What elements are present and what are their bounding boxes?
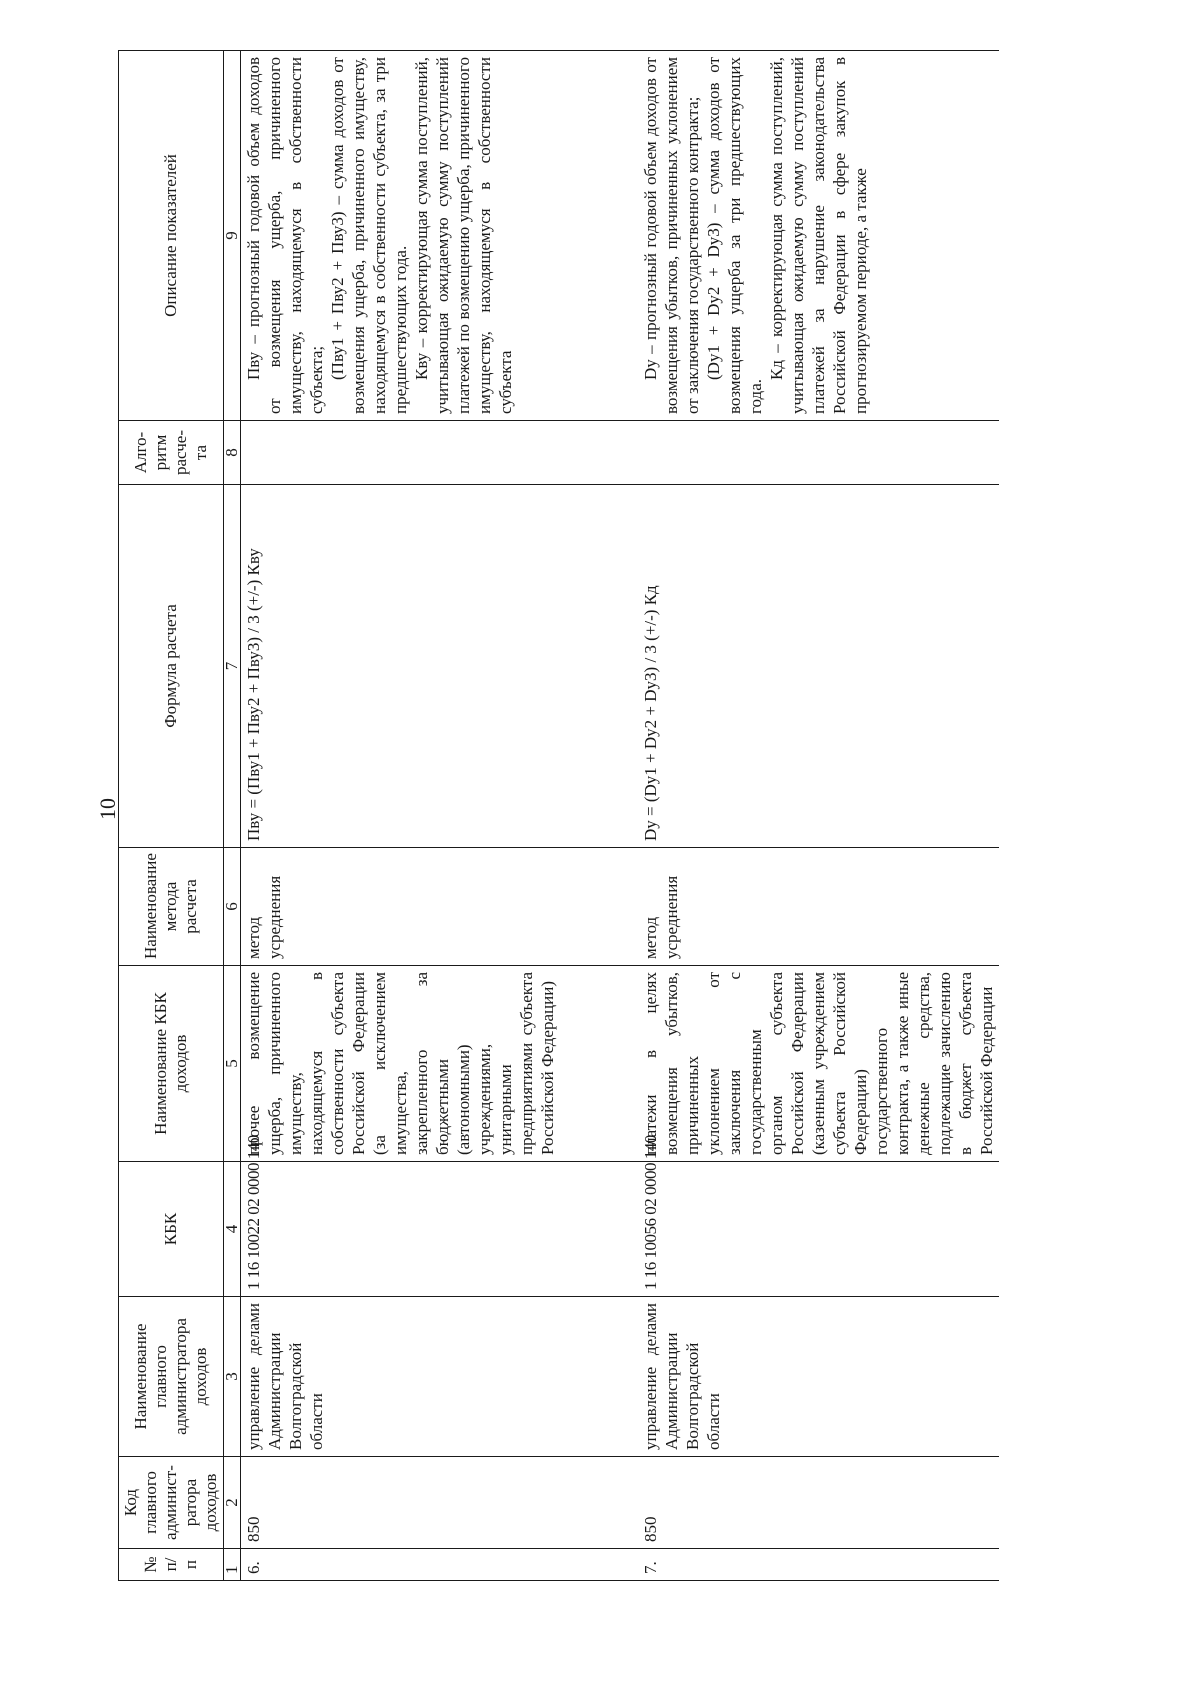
algorithm-cell bbox=[241, 421, 561, 485]
column-number: 6 bbox=[224, 848, 241, 966]
header-kbk-name: Наименование КБК доходов bbox=[119, 966, 224, 1162]
column-number: 8 bbox=[224, 421, 241, 485]
description-line: Пву – прогнозный годовой объем доходов от возмещения ущерба, причиненного имуществу, находящемуся в собственности субъекта; bbox=[244, 57, 326, 414]
method-cell: метод усреднения bbox=[241, 848, 561, 966]
admin-code-cell: 850 bbox=[241, 1457, 561, 1549]
admin-name-cell: управление делами Администрации Волгоградской области bbox=[560, 1297, 999, 1457]
table-row bbox=[241, 51, 561, 1581]
admin-name-cell: управление делами Администрации Волгоградской области bbox=[241, 1297, 561, 1457]
header-description: Описание показателей bbox=[119, 51, 224, 421]
description-line: (Пву1 + Пву2 + Пву3) – сумма доходов от возмещения ущерба, причиненного имуществу, находящемуся в собственности субъекта, за три предшествующих года. bbox=[328, 57, 410, 414]
header-formula: Формула расчета bbox=[119, 485, 224, 848]
header-admin-code: Код главного админист-ратора доходов bbox=[119, 1457, 224, 1549]
kbk-cell: 1 16 10022 02 0000 140 bbox=[241, 1162, 561, 1297]
table-row bbox=[560, 51, 999, 1581]
description-line: Кд – корректирующая сумма поступлений, учитывающая ожидаемую сумму поступлений платежей за нарушение законодательства Российской Федерации в сфере закупок в прогнозируемом периоде, а также bbox=[767, 57, 870, 414]
page-number: 10 bbox=[95, 798, 120, 820]
header-admin-name: Наименование главного администратора доходов bbox=[119, 1297, 224, 1457]
formula-cell: Dy = (Dy1 + Dy2 + Dy3) / 3 (+/-) Кд bbox=[560, 485, 999, 848]
description-cell bbox=[560, 51, 999, 421]
description-line: Dy – прогнозный годовой объем доходов от возмещения убытков, причиненных уклонением от заключения государственного контракта; bbox=[641, 57, 702, 414]
rotated-table-area bbox=[118, 51, 1118, 1581]
kbk-cell: 1 16 10056 02 0000 140 bbox=[560, 1162, 999, 1297]
formula-cell: Пву = (Пву1 + Пву2 + Пву3) / 3 (+/-) Кву bbox=[241, 485, 561, 848]
header-no: № п/п bbox=[119, 1549, 224, 1581]
header-algorithm: Алго-ритм расче-та bbox=[119, 421, 224, 485]
column-number: 4 bbox=[224, 1162, 241, 1297]
header-row bbox=[119, 51, 224, 1581]
revenue-forecast-table bbox=[118, 50, 999, 1581]
header-method: Наименование метода расчета bbox=[119, 848, 224, 966]
column-number: 9 bbox=[224, 51, 241, 421]
column-number: 1 bbox=[224, 1549, 241, 1581]
column-number-row bbox=[224, 51, 241, 1581]
method-cell: метод усреднения bbox=[560, 848, 999, 966]
row-number: 7. bbox=[560, 1549, 999, 1581]
description-cell bbox=[241, 51, 561, 421]
column-number: 2 bbox=[224, 1457, 241, 1549]
description-line: (Dy1 + Dy2 + Dy3) – сумма доходов от возмещения ущерба за три предшествующих года. bbox=[704, 57, 765, 414]
admin-code-cell: 850 bbox=[560, 1457, 999, 1549]
column-number: 7 bbox=[224, 485, 241, 848]
description-line: Кву – корректирующая сумма поступлений, учитывающая ожидаемую сумму поступлений платежей по возмещению ущерба, причиненного имуществу, находящемуся в собственности субъекта bbox=[412, 57, 515, 414]
kbk-name-cell: прочее возмещение ущерба, причиненного имуществу, находящемуся в собственности субъекта Российской Федерации (за исключением имущества, закрепленного за бюджетными (автономными) учреждениями, унитарными предприятиями субъекта Российской Федерации) bbox=[241, 966, 561, 1162]
header-kbk: КБК bbox=[119, 1162, 224, 1297]
column-number: 5 bbox=[224, 966, 241, 1162]
kbk-name-cell: платежи в целях возмещения убытков, причиненных уклонением от заключения с государственным органом субъекта Российской Федерации (казенным учреждением субъекта Российской Федерации) государственного контракта, а также иные денежные средства, подлежащие зачислению в бюджет субъекта Российской Федерации bbox=[560, 966, 999, 1162]
column-number: 3 bbox=[224, 1297, 241, 1457]
algorithm-cell bbox=[560, 421, 999, 485]
row-number: 6. bbox=[241, 1549, 561, 1581]
